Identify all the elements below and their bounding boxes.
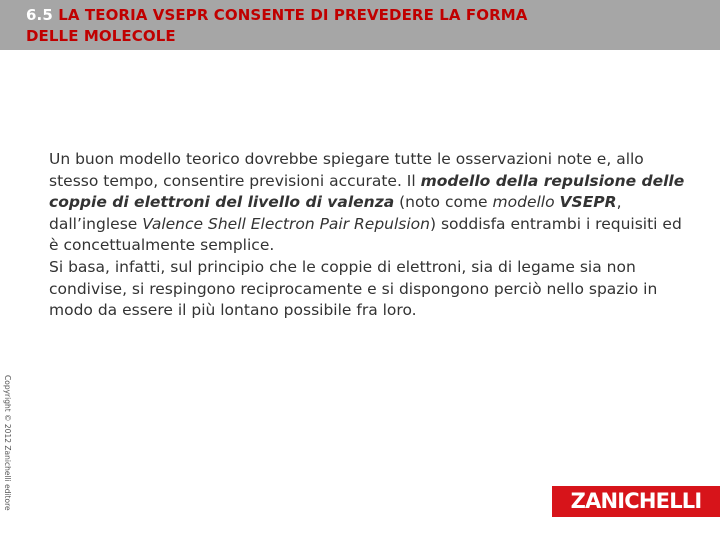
title-line-2: DELLE MOLECOLE bbox=[26, 27, 176, 45]
page-title bbox=[26, 5, 686, 47]
paragraph-2: Si basa, infatti, sul principio che le coppie di elettroni, sia di legame sia non condivise, si respingono reciprocamente e si dispongono perciò nello spazio in modo da essere il più lontano possibile fra loro. bbox=[49, 257, 658, 320]
p1-model-name: modello della repulsione delle coppie di elettroni del livello di valenza bbox=[49, 171, 685, 212]
copyright-notice: Copyright © 2012 Zanichelli editore bbox=[3, 375, 12, 511]
p1-vsepr: VSEPR bbox=[559, 193, 617, 212]
body-text bbox=[49, 149, 689, 322]
p1-english-name: Valence Shell Electron Pair Repulsion bbox=[142, 214, 430, 233]
p1-modello: modello bbox=[492, 193, 555, 212]
section-number: 6.5 bbox=[26, 6, 53, 24]
header-bar bbox=[0, 0, 720, 50]
title-line-1: LA TEORIA VSEPR CONSENTE DI PREVEDERE LA FORMA bbox=[58, 6, 528, 24]
p1-text-4: ) soddisfa entrambi i requisiti ed è concettualmente semplice. bbox=[49, 214, 682, 255]
p1-text-1: Un buon modello teorico dovrebbe spiegare tutte le osservazioni note e, allo stesso tempo, consentire previsioni accurate. Il bbox=[49, 150, 644, 190]
p1-text-2: (noto come bbox=[394, 193, 493, 212]
paragraph-1 bbox=[49, 149, 689, 257]
p1-text-3: , dall’inglese bbox=[49, 193, 622, 233]
zanichelli-logo: ZANICHELLI bbox=[552, 486, 720, 517]
